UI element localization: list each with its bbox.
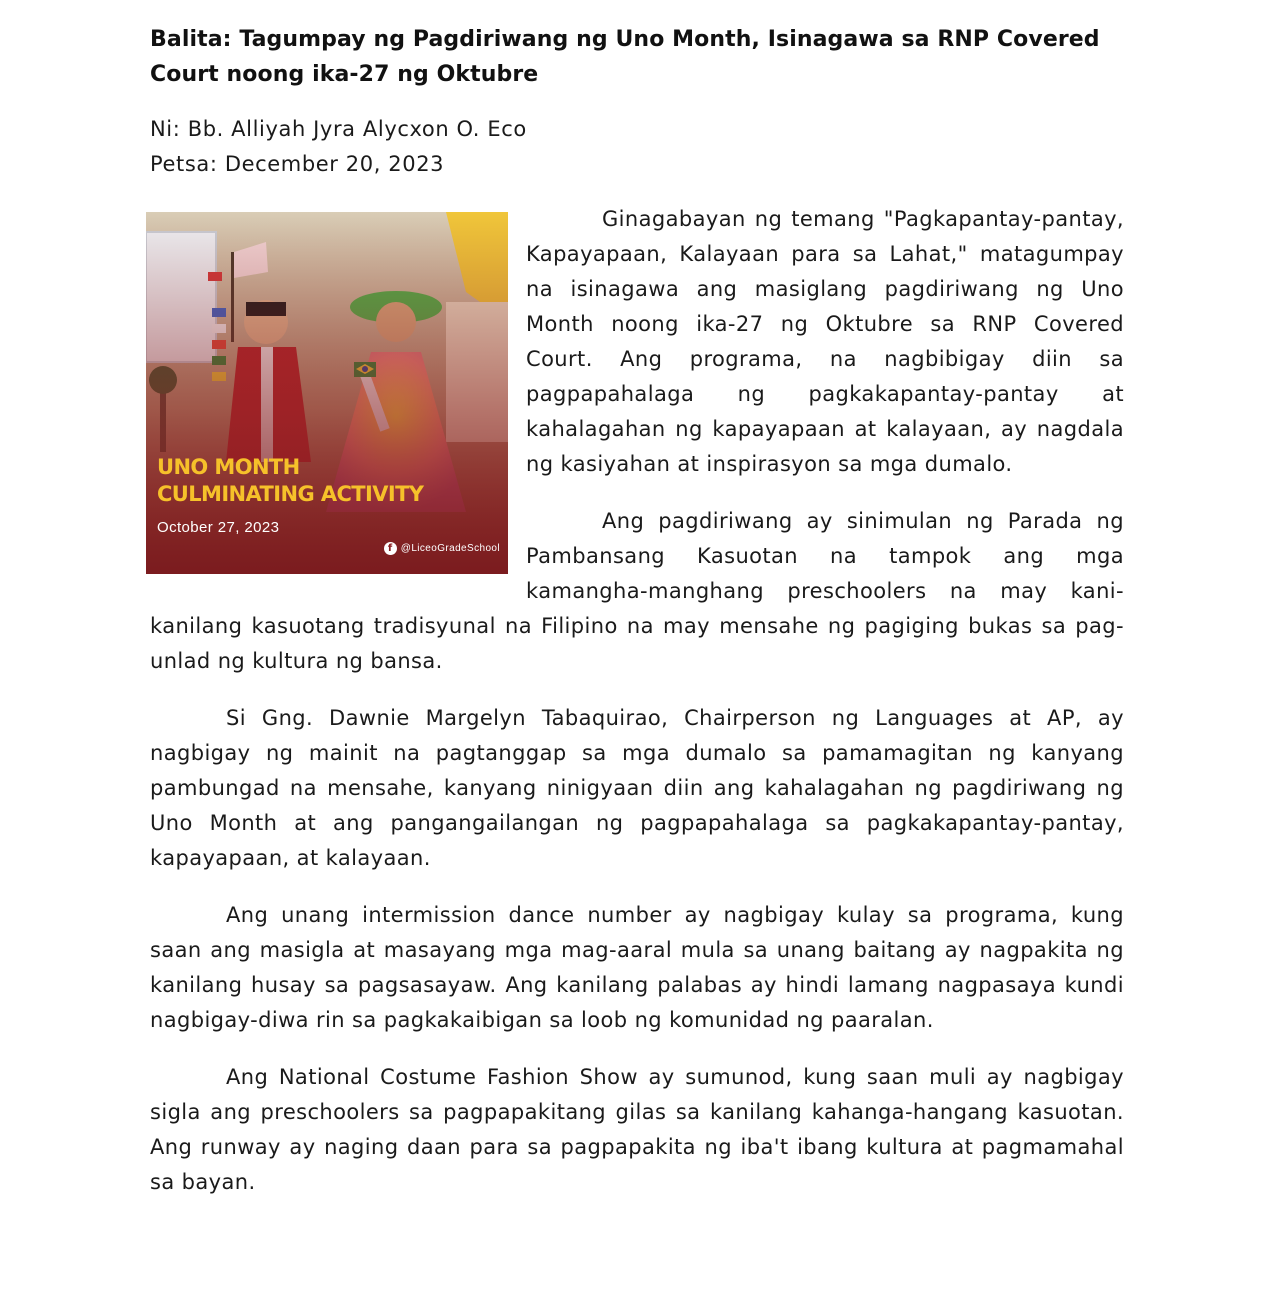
article-meta xyxy=(150,112,1124,182)
photo-caption-line1: UNO MONTH xyxy=(157,455,300,479)
byline: Ni: Bb. Alliyah Jyra Alycxon O. Eco xyxy=(150,117,527,141)
article-title: Balita: Tagumpay ng Pagdiriwang ng Uno Month, Isinagawa sa RNP Covered Court noong ika-27 ng Oktubre xyxy=(150,27,1100,87)
paragraph-4: Ang unang intermission dance number ay nagbigay kulay sa programa, kung saan ang masigla at masayang mga mag-aaral mula sa unang baitang ay nagpakita ng kanilang husay sa pagsasayaw. Ang kanilang palabas ay hindi lamang nagpasaya kundi nagbigay-diwa rin sa pagkakaibigan sa loob ng komunidad ng paaralan. xyxy=(150,903,1124,1032)
photo-caption xyxy=(157,454,423,508)
paragraph-3: Si Gng. Dawnie Margelyn Tabaquirao, Chairperson ng Languages at AP, ay nagbigay ng mainit na pagtanggap sa mga dumalo sa pamamagitan ng kanyang pambungad na mensahe, kanyang ninigyaan diin ang kahalagahan ng pagdiriwang ng Uno Month at ang pangangailangan ng pagpapahalaga sa pagkakapantay-pantay, kapayapaan, at kalayaan. xyxy=(150,706,1124,870)
photo-caption-line2: CULMINATING ACTIVITY xyxy=(157,482,424,506)
article-body xyxy=(150,202,1124,1200)
publish-date: Petsa: December 20, 2023 xyxy=(150,152,445,176)
paragraph-1-text: Ginagabayan ng temang "Pagkapantay-pantay, Kapayapaan, Kalayaan para sa Lahat," matagumpay na isinagawa ang masiglang pagdiriwang ng Uno Month noong ika-27 ng Oktubre sa RNP Covered Court. Ang programa, na nagbibigay diin sa pagpapahalaga ng pagkakapantay-pantay at kahalagahan ng kapayapaan at kalayaan, ay nagdala ng kasiyahan at inspirasyon sa mga dumalo. xyxy=(526,207,1124,476)
social-handle-text: @LiceoGradeSchool xyxy=(400,543,500,554)
paragraph-1 xyxy=(150,202,1124,554)
article xyxy=(150,22,1124,1222)
photo-social-handle xyxy=(384,531,500,566)
event-photo xyxy=(146,212,508,574)
facebook-icon: f xyxy=(384,542,397,555)
paragraph-5: Ang National Costume Fashion Show ay sumunod, kung saan muli ay nagbigay sigla ang preschoolers sa pagpapakitang gilas sa kanilang kahanga-hangang kasuotan. Ang runway ay naging daan para sa pagpapakita ng iba't ibang kultura at pagmamahal sa bayan. xyxy=(150,1065,1124,1194)
paragraph-2: Ang pagdiriwang ay sinimulan ng Parada ng Pambansang Kasuotan na tampok ang mga kamangha-manghang preschoolers na may kani-kanilang kasuotang tradisyunal na Filipino na may mensahe ng pagiging bukas sa pag-unlad ng kultura ng bansa. xyxy=(150,509,1124,673)
photo-date: October 27, 2023 xyxy=(157,519,280,536)
